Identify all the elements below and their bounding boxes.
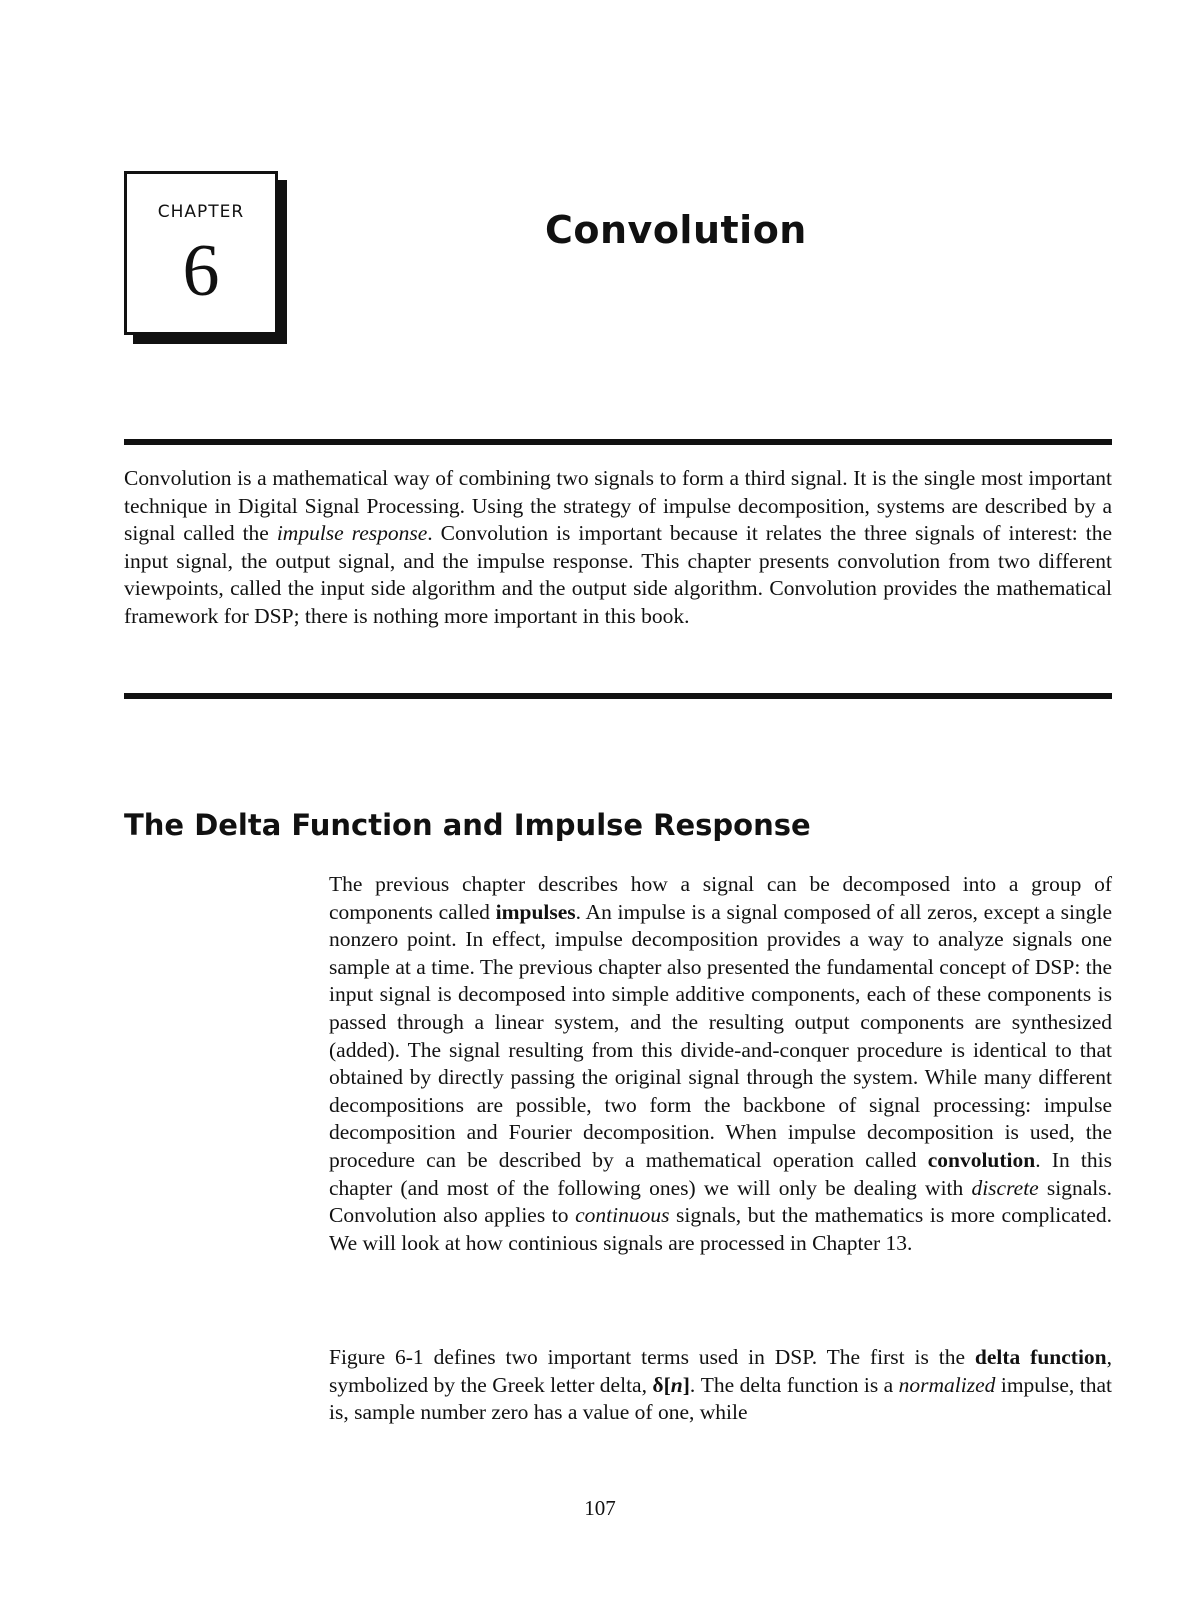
term-impulses: impulses xyxy=(495,899,576,924)
chapter-title: Convolution xyxy=(545,208,807,252)
paragraph-text: . An impulse is a signal composed of all zeros, except a single nonzero point. In effect, impulse decomposition provides a way to analyze signals one sample at a time. The previous chapter also presented the fundamental concept of DSP: the input signal is decomposed into simple additive components, each of these components is passed through a linear system, and the resulting output components are synthesized (added). The signal resulting from this divide-and-conquer procedure is identical to that obtained by directly passing the original signal through the system. While many different decompositions are possible, two form the backbone of signal processing: impulse decomposition and Fourier decomposition. When impulse decomposition is used, the procedure can be described by a mathematical operation called xyxy=(329,899,1112,1172)
abstract-emphasis: impulse response xyxy=(276,521,428,546)
paragraph-text: . The delta function is a xyxy=(689,1372,899,1397)
paragraph-text: signals, but the mathematics is more complicated. We will look at how continious signals are processed in Chapter 13. xyxy=(329,1203,1112,1255)
abstract-text: Convolution is a mathematical way of combining two signals to form a third signal. It is the single most important technique in Digital Signal Processing. Using the strategy of impulse decomposition, systems are described by a signal called the xyxy=(124,466,1112,546)
delta-symbol-prefix: δ[ xyxy=(652,1372,671,1397)
term-discrete: discrete xyxy=(971,1175,1039,1200)
paragraph-text: Figure 6-1 defines two important terms used in DSP. The first is the xyxy=(329,1345,975,1369)
page-number: 107 xyxy=(584,1496,616,1520)
paragraph-text: signals. Convolution also applies to xyxy=(329,1175,1112,1228)
paragraph-text: , symbolized by the Greek letter delta, xyxy=(329,1345,1112,1397)
delta-symbol xyxy=(652,1373,689,1397)
chapter-number: 6 xyxy=(182,230,220,312)
term-delta-function: delta function xyxy=(974,1345,1107,1369)
paragraph-text: The previous chapter describes how a signal can be decomposed into a group of components called xyxy=(329,872,1112,924)
chapter-box xyxy=(124,171,278,335)
chapter-label: CHAPTER xyxy=(157,202,245,222)
section-heading: The Delta Function and Impulse Response xyxy=(124,808,811,842)
body-paragraph-2 xyxy=(329,1344,1112,1427)
term-convolution: convolution xyxy=(927,1147,1036,1172)
chapter-abstract xyxy=(124,465,1112,631)
term-continuous: continuous xyxy=(575,1203,670,1228)
abstract-text: . Convolution is important because it relates the three signals of interest: the input signal, the output signal, and the impulse response. This chapter presents convolution from two different viewpoints, called the input side algorithm and the output side algorithm. Convolution provides the mathematical framework for DSP; there is nothing more important in this book. xyxy=(124,521,1112,628)
paragraph-text: . In this chapter (and most of the following ones) we will only be dealing with xyxy=(329,1147,1112,1200)
term-normalized: normalized xyxy=(898,1372,996,1397)
delta-symbol-suffix: ] xyxy=(682,1372,690,1397)
top-rule xyxy=(124,439,1112,445)
body-paragraph-1 xyxy=(329,871,1112,1257)
delta-symbol-variable: n xyxy=(670,1372,683,1397)
paragraph-text: impulse, that is, sample number zero has a value of one, while xyxy=(329,1372,1112,1425)
bottom-rule xyxy=(124,693,1112,699)
